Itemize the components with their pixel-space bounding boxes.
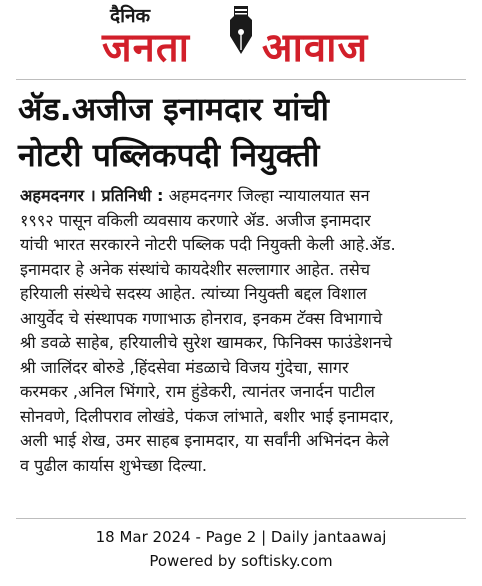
article-line: हरियाली संस्थेचे सदस्य आहेत. त्यांच्या नियुक्ती बद्दल विशाल xyxy=(20,284,367,303)
powered-by-link[interactable]: Powered by softisky.com xyxy=(149,552,333,570)
article-line: आयुर्वेद चे संस्थापक गणाभाऊ होनराव, इनकम टॅक्स विभागाचे xyxy=(20,308,383,328)
article-line: अली भाई शेख, उमर साहब इनामदार, या सर्वांनी अभिनंदन केले xyxy=(20,431,390,450)
masthead-title-left: जनता xyxy=(102,25,191,71)
headline-line-1: ॲड.अजीज इनामदार यांची xyxy=(18,90,329,128)
article-line: श्री डवळे साहेब, हरियालीचे सुरेश खामकर, फिनिक्स फाउंडेशनचे xyxy=(20,333,393,352)
footer-divider xyxy=(16,518,466,519)
masthead-small-title: दैनिक xyxy=(110,5,151,27)
article-first-line-text: अहमदनगर जिल्हा न्यायालयात सन xyxy=(168,186,370,205)
article-line: श्री जालिंदर बोरुडे ,हिंदसेवा मंडळाचे विजय गुंदेचा, सागर xyxy=(20,357,349,377)
masthead-title-right: आवाज xyxy=(262,25,369,71)
article-headline xyxy=(18,86,468,178)
article-body xyxy=(20,184,466,478)
article-line: १९९२ पासून वकिली व्यवसाय करणारे ॲड. अजीज इनामदार xyxy=(20,210,371,230)
article-line: करमकर ,अनिल भिंगारे, राम हुंडेकरी, त्यानंतर जनार्दन पाटील xyxy=(20,382,375,401)
edition-info: 18 Mar 2024 - Page 2 | Daily jantaawaj xyxy=(95,528,387,546)
article-line: यांची भारत सरकारने नोटरी पब्लिक पदी नियुक्ती केली आहे.ॲड. xyxy=(20,235,396,254)
article-first-line xyxy=(20,184,466,209)
article-line: व पुढील कार्यास शुभेच्छा दिल्या. xyxy=(20,455,208,475)
masthead xyxy=(0,0,482,80)
headline-line-2: नोटरी पब्लिकपदी नियुक्ती xyxy=(18,136,320,174)
pen-nib-icon xyxy=(222,2,260,62)
masthead-divider xyxy=(16,79,466,80)
article-line: सोनवणे, दिलीपराव लोखंडे, पंकज लांभाते, बशीर भाई इनामदार, xyxy=(20,406,394,426)
article-dateline: अहमदनगर । प्रतिनिधी : xyxy=(20,186,164,205)
article-line: इनामदार हे अनेक संस्थांचे कायदेशीर सल्लागार आहेत. तसेच xyxy=(20,259,371,279)
